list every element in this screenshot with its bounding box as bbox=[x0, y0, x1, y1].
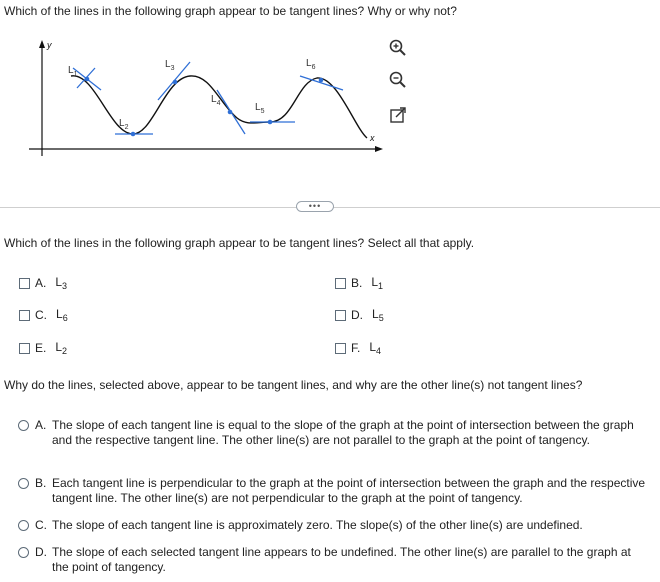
label-l2: $L_2$ bbox=[119, 118, 129, 131]
reason-option-c[interactable] bbox=[18, 518, 646, 533]
checkbox[interactable] bbox=[335, 278, 346, 289]
point-l1 bbox=[85, 77, 90, 82]
question-2-text: Which of the lines in the following graph appear to be tangent lines? Select all that apply. bbox=[4, 236, 475, 250]
option-letter: F. bbox=[351, 341, 361, 355]
option-letter: A. bbox=[35, 276, 47, 290]
x-axis-arrow bbox=[375, 146, 383, 152]
radio-button[interactable] bbox=[18, 478, 29, 489]
checkbox[interactable] bbox=[335, 310, 346, 321]
reason-option-d[interactable] bbox=[18, 545, 646, 574]
option-letter: E. bbox=[35, 341, 47, 355]
open-external-icon[interactable] bbox=[387, 106, 409, 126]
option-text: The slope of each tangent line is equal to the slope of the graph at the point of intersection between the graph and the respective tangent line. The other line(s) are not parallel to the graph at the point of tangency. bbox=[52, 418, 634, 447]
point-l3 bbox=[173, 80, 178, 85]
y-axis-arrow bbox=[39, 40, 45, 48]
zoom-out-icon[interactable] bbox=[387, 70, 409, 90]
radio-button[interactable] bbox=[18, 520, 29, 531]
point-l6 bbox=[319, 78, 324, 83]
checkbox[interactable] bbox=[335, 343, 346, 354]
option-letter: B. bbox=[351, 276, 363, 290]
option-line-label: $L_2$ bbox=[55, 340, 68, 356]
option-f-checkbox-row[interactable] bbox=[335, 340, 381, 356]
option-line-label: $L_6$ bbox=[56, 307, 68, 323]
question-1-text: Which of the lines in the following graph appear to be tangent lines? Why or why not? bbox=[4, 4, 457, 18]
expand-button[interactable]: ••• bbox=[296, 201, 334, 212]
reason-option-a[interactable] bbox=[18, 418, 646, 447]
y-axis-label: y bbox=[47, 40, 52, 50]
option-c-checkbox-row[interactable] bbox=[19, 307, 68, 323]
label-l3: $L_3$ bbox=[165, 59, 175, 72]
option-letter: D. bbox=[351, 308, 363, 322]
label-l6: $L_6$ bbox=[306, 58, 316, 71]
option-d-checkbox-row[interactable] bbox=[335, 307, 384, 323]
checkbox[interactable] bbox=[19, 343, 30, 354]
option-a-checkbox-row[interactable] bbox=[19, 275, 67, 291]
zoom-in-icon[interactable] bbox=[387, 38, 409, 58]
point-l5 bbox=[268, 120, 273, 125]
point-l4 bbox=[228, 110, 233, 115]
reason-option-b[interactable] bbox=[18, 476, 646, 505]
option-letter: A. bbox=[35, 418, 47, 432]
option-line-label: $L_5$ bbox=[372, 307, 384, 323]
option-line-label: $L_1$ bbox=[371, 275, 384, 291]
radio-button[interactable] bbox=[18, 420, 29, 431]
label-l5: $L_5$ bbox=[255, 102, 265, 115]
option-text: Each tangent line is perpendicular to the graph at the point of intersection between the graph and the respective tangent line. The other line(s) are not perpendicular to the graph at the point of tangency. bbox=[52, 476, 646, 505]
option-letter: B. bbox=[35, 476, 47, 490]
x-axis-label: x bbox=[370, 133, 375, 143]
option-text: The slope of each selected tangent line appears to be undefined. The other line(s) are parallel to the graph at the point of tangency. bbox=[52, 545, 631, 574]
option-letter: C. bbox=[35, 308, 47, 322]
option-line-label: $L_3$ bbox=[55, 275, 68, 291]
label-l1: $L_1$ bbox=[68, 65, 78, 78]
option-letter: D. bbox=[35, 545, 47, 559]
option-e-checkbox-row[interactable] bbox=[19, 340, 67, 356]
option-b-checkbox-row[interactable] bbox=[335, 275, 383, 291]
radio-button[interactable] bbox=[18, 547, 29, 558]
option-line-label: $L_4$ bbox=[369, 340, 382, 356]
checkbox[interactable] bbox=[19, 310, 30, 321]
option-text: The slope of each tangent line is approximately zero. The slope(s) of the other line(s) are undefined. bbox=[52, 518, 583, 532]
label-l4: $L_4$ bbox=[211, 94, 221, 107]
tangent-lines-graph bbox=[25, 38, 385, 163]
checkbox[interactable] bbox=[19, 278, 30, 289]
point-l2 bbox=[131, 132, 136, 137]
question-3-text: Why do the lines, selected above, appear to be tangent lines, and why are the other line(s) not tangent lines? bbox=[4, 378, 583, 392]
option-letter: C. bbox=[35, 518, 47, 532]
